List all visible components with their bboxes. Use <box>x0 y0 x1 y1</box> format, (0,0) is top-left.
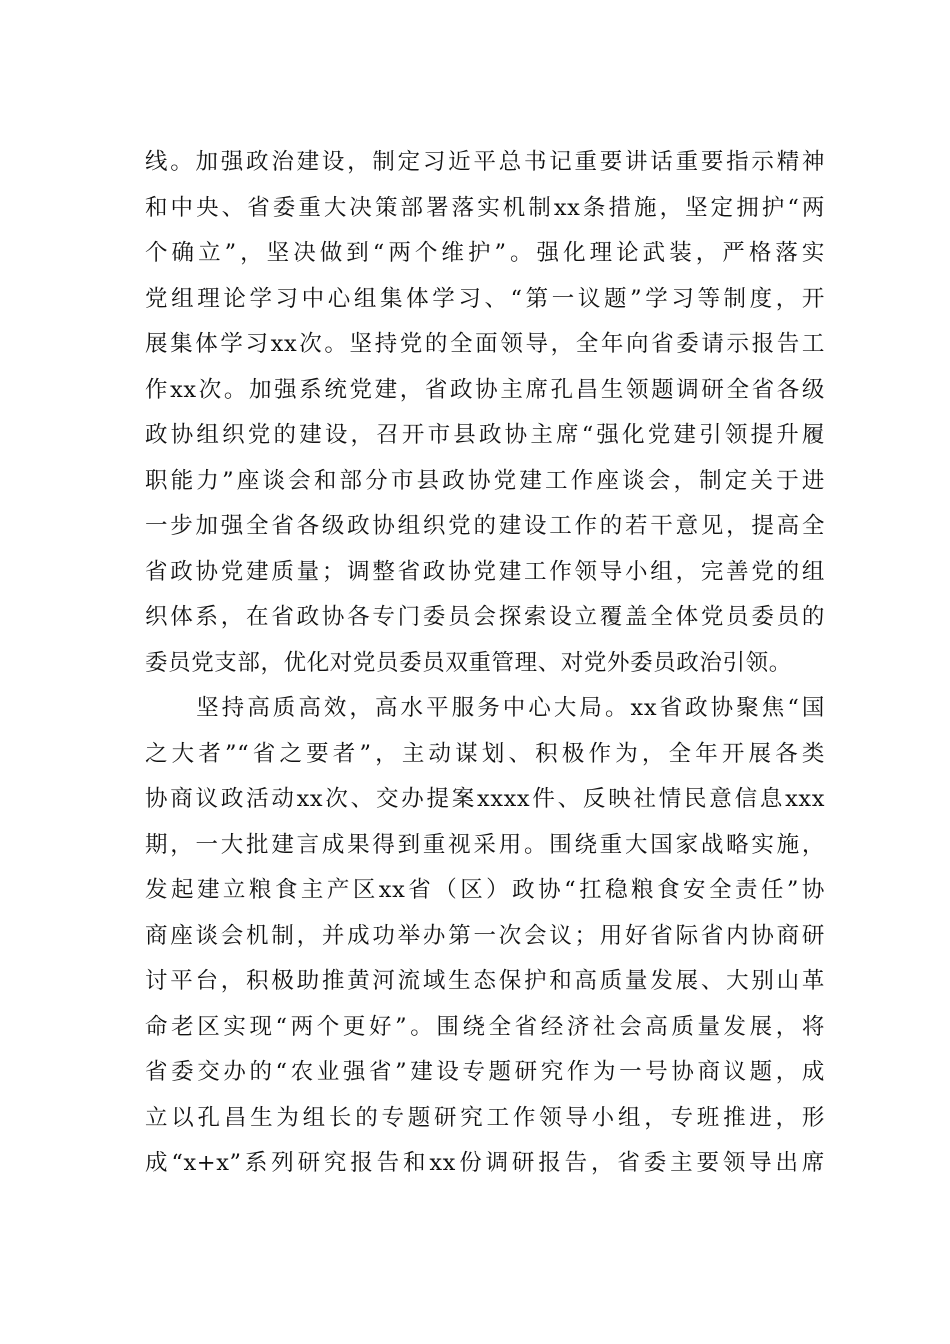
text-line: 省政协党建质量；调整省政协党建工作领导小组，完善党的组 <box>145 558 825 585</box>
text-line: 发起建立粮食主产区xx省（区）政协“扛稳粮食安全责任”协 <box>145 877 825 903</box>
text-line: 期，一大批建言成果得到重视采用。围绕重大国家战略实施， <box>145 831 825 858</box>
text-line: 展集体学习xx次。坚持党的全面领导，全年向省委请示报告工 <box>145 331 825 357</box>
text-line: 作xx次。加强系统党建，省政协主席孔昌生领题调研全省各级 <box>145 376 825 403</box>
text-line: 商座谈会机制，并成功举办第一次会议；用好省际省内协商研 <box>145 922 825 949</box>
text-line: 省委交办的“农业强省”建设专题研究作为一号协商议题，成 <box>145 1059 825 1085</box>
text-line: 讨平台，积极助推黄河流域生态保护和高质量发展、大别山革 <box>145 968 825 994</box>
text-line: 坚持高质高效，高水平服务中心大局。xx省政协聚焦“国 <box>145 695 825 721</box>
text-line: 之大者”“省之要者”，主动谋划、积极作为，全年开展各类 <box>145 740 825 767</box>
text-line: 线。加强政治建设，制定习近平总书记重要讲话重要指示精神 <box>145 149 825 175</box>
text-line: 成“x+x”系列研究报告和xx份调研报告，省委主要领导出席 <box>145 1150 825 1176</box>
paragraph-2 <box>145 686 825 1187</box>
paragraph-1 <box>145 140 825 686</box>
body-text <box>145 140 825 1187</box>
text-line: 织体系，在省政协各专门委员会探索设立覆盖全体党员委员的 <box>145 604 825 630</box>
text-line: 协商议政活动xx次、交办提案xxxx件、反映社情民意信息xxx <box>145 786 825 812</box>
text-line: 立以孔昌生为组长的专题研究工作领导小组，专班推进，形 <box>145 1104 825 1131</box>
text-line: 委员党支部，优化对党员委员双重管理、对党外委员政治引领。 <box>145 649 792 676</box>
text-line: 职能力”座谈会和部分市县政协党建工作座谈会，制定关于进 <box>145 467 825 494</box>
text-line: 政协组织党的建设，召开市县政协主席“强化党建引领提升履 <box>145 422 825 448</box>
text-line: 一步加强全省各级政协组织党的建设工作的若干意见，提高全 <box>145 513 825 539</box>
text-line: 命老区实现“两个更好”。围绕全省经济社会高质量发展，将 <box>145 1013 825 1040</box>
text-line: 党组理论学习中心组集体学习、“第一议题”学习等制度，开 <box>145 285 825 312</box>
text-line: 个确立”，坚决做到“两个维护”。强化理论武装，严格落实 <box>145 240 825 266</box>
text-line: 和中央、省委重大决策部署落实机制xx条措施，坚定拥护“两 <box>145 194 825 221</box>
